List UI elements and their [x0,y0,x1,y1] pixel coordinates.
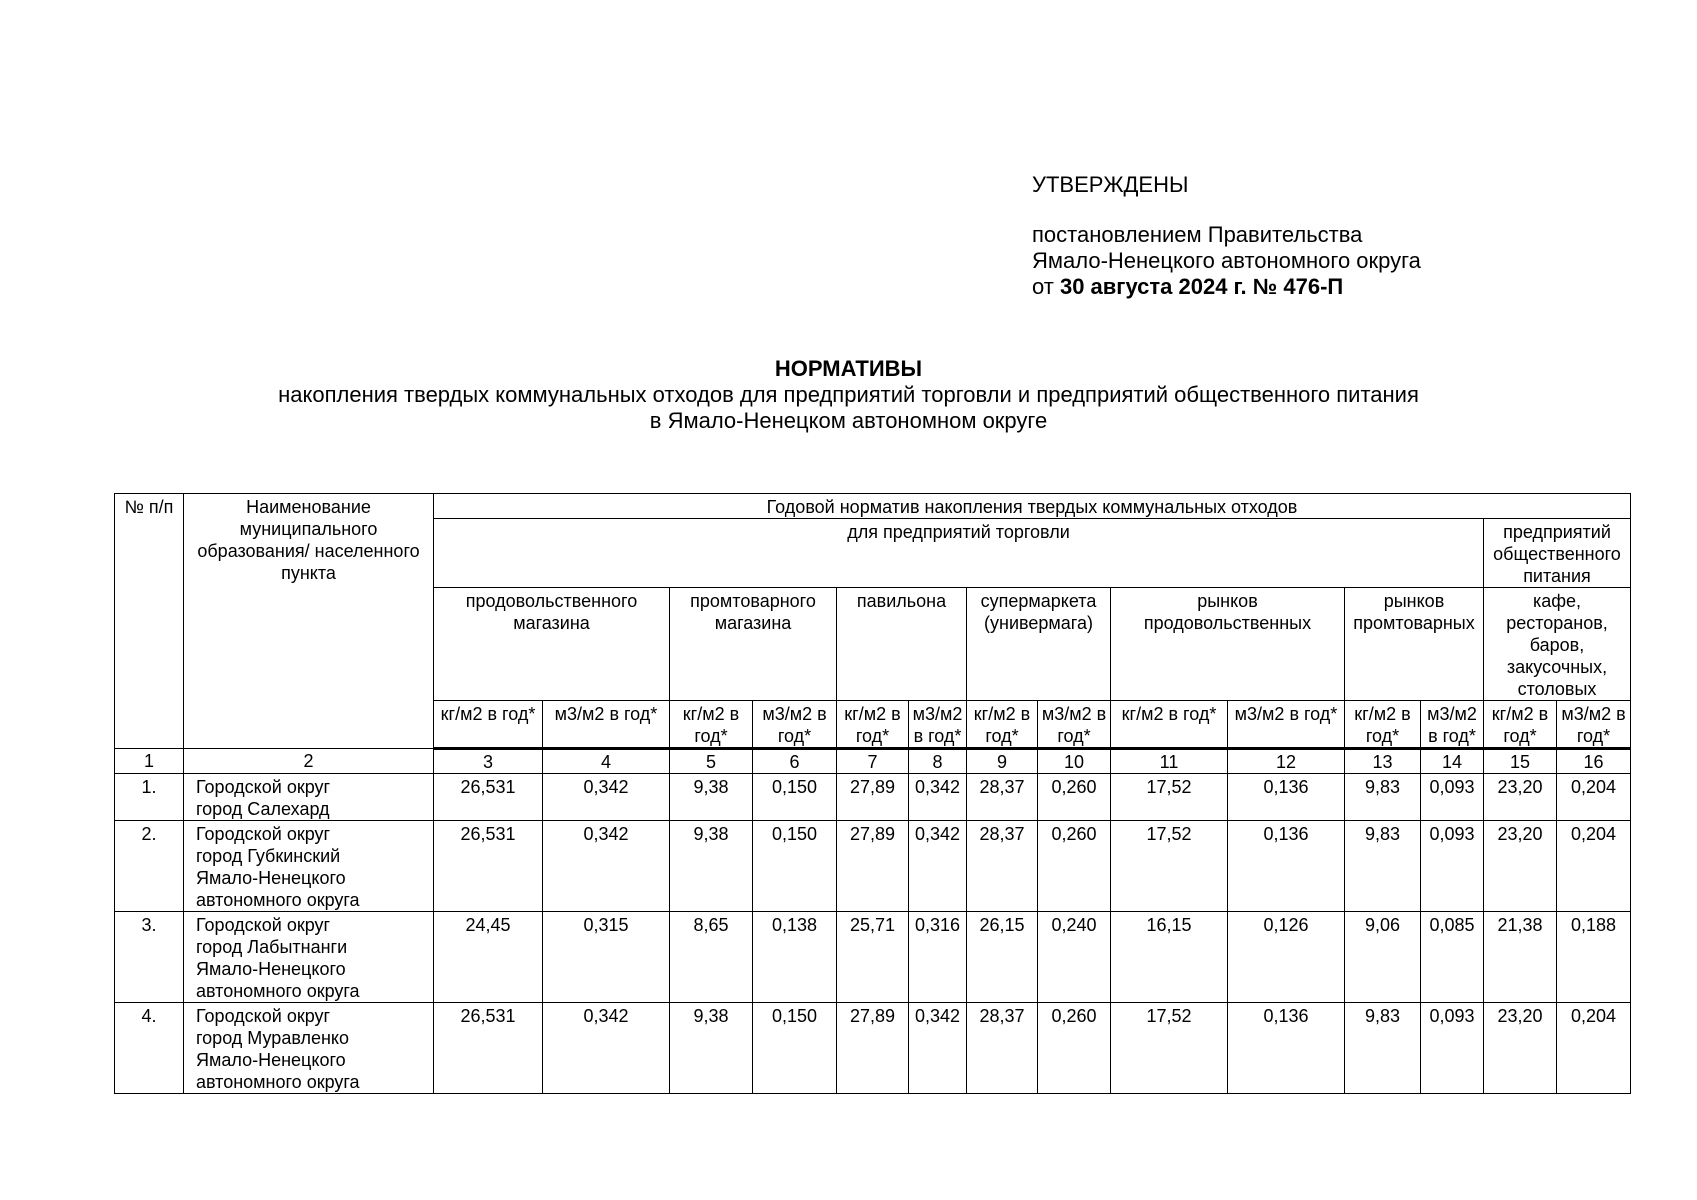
cell-value: 28,37 [967,821,1038,912]
column-index: 4 [543,749,670,774]
cell-value: 28,37 [967,1003,1038,1094]
header-annual-norm: Годовой норматив накопления твердых коммунальных отходов [434,494,1631,519]
cell-value: 0,093 [1421,821,1484,912]
cell-value: 27,89 [837,774,909,821]
cell-value: 0,188 [1557,912,1631,1003]
cell-value: 0,260 [1038,1003,1111,1094]
cell-value: 26,15 [967,912,1038,1003]
header-catering: предприятий общественного питания [1484,519,1631,588]
cell-value: 0,342 [543,774,670,821]
cell-value: 23,20 [1484,774,1557,821]
cell-value: 9,83 [1345,821,1421,912]
header-unit: м3/м2 в год* [543,701,670,749]
column-index: 15 [1484,749,1557,774]
cell-value: 0,150 [753,774,837,821]
header-group-nonfood: промтоварного магазина [670,588,837,701]
cell-value: 16,15 [1111,912,1228,1003]
cell-value: 0,138 [753,912,837,1003]
header-unit: м3/м2 в год* [909,701,967,749]
cell-value: 0,240 [1038,912,1111,1003]
row-name-line: Городской округ [196,915,331,935]
row-name [184,821,434,912]
header-group-grocery: продовольственного магазина [434,588,670,701]
table-header [115,494,1631,749]
row-name-line: город Муравленко [196,1028,350,1048]
page-subtitle-line-1: накопления твердых коммунальных отходов для предприятий торговли и предприятий общественного питания [278,382,1419,407]
cell-value: 0,136 [1228,1003,1345,1094]
table-row [115,774,1631,821]
column-index-row [115,749,1631,774]
cell-value: 26,531 [434,821,543,912]
cell-value: 9,83 [1345,774,1421,821]
column-index: 11 [1111,749,1228,774]
cell-value: 0,150 [753,821,837,912]
cell-value: 26,531 [434,774,543,821]
cell-value: 9,06 [1345,912,1421,1003]
cell-value: 0,150 [753,1003,837,1094]
header-unit: м3/м2 в год* [1421,701,1484,749]
row-name-line: город Губкинский [196,846,341,866]
cell-value: 28,37 [967,774,1038,821]
header-group-supermarket: супермаркета (универмага) [967,588,1111,701]
cell-value: 0,093 [1421,1003,1484,1094]
row-name [184,774,434,821]
row-name-line: Городской округ [196,824,331,844]
cell-value: 0,260 [1038,774,1111,821]
cell-value: 0,136 [1228,821,1345,912]
table-row [115,1003,1631,1094]
cell-value: 24,45 [434,912,543,1003]
header-unit: кг/м2 в год* [434,701,543,749]
cell-value: 8,65 [670,912,753,1003]
header-unit: кг/м2 в год* [1345,701,1421,749]
from-label: от [1032,274,1054,299]
header-unit: кг/м2 в год* [670,701,753,749]
column-index: 16 [1557,749,1631,774]
column-index: 13 [1345,749,1421,774]
row-name-line: автономного округа [196,981,360,1001]
page-title: НОРМАТИВЫ [774,356,923,381]
header-unit: кг/м2 в год* [1484,701,1557,749]
header-group-cafes: кафе, ресторанов, баров, закусочных, столовых [1484,588,1631,701]
cell-value: 0,085 [1421,912,1484,1003]
approval-block [1032,172,1421,300]
cell-value: 0,204 [1557,774,1631,821]
row-name-line: автономного округа [196,890,360,910]
header-unit: м3/м2 в год* [1557,701,1631,749]
row-number: 2. [115,821,184,912]
cell-value: 0,204 [1557,821,1631,912]
cell-value: 0,342 [543,1003,670,1094]
approval-line-1: постановлением Правительства [1032,222,1363,247]
cell-value: 0,342 [543,821,670,912]
header-unit: кг/м2 в год* [967,701,1038,749]
cell-value: 0,315 [543,912,670,1003]
cell-value: 0,342 [909,1003,967,1094]
column-index: 10 [1038,749,1111,774]
row-number: 3. [115,912,184,1003]
header-group-pavilion: павильона [837,588,967,701]
row-number: 4. [115,1003,184,1094]
column-index: 1 [115,749,184,774]
cell-value: 17,52 [1111,774,1228,821]
cell-value: 23,20 [1484,1003,1557,1094]
column-index: 3 [434,749,543,774]
column-index: 6 [753,749,837,774]
cell-value: 0,126 [1228,912,1345,1003]
row-name-line: город Салехард [196,799,330,819]
document-reference [1032,274,1421,300]
header-unit: кг/м2 в год* [1111,701,1228,749]
header-group-food-markets: рынков продовольственных [1111,588,1345,701]
row-name-line: Ямало-Ненецкого [196,868,346,888]
cell-value: 17,52 [1111,821,1228,912]
column-index: 5 [670,749,753,774]
row-name-line: Ямало-Ненецкого [196,1050,346,1070]
approval-line-2: Ямало-Ненецкого автономного округа [1032,248,1421,273]
column-index: 14 [1421,749,1484,774]
cell-value: 0,316 [909,912,967,1003]
column-index: 9 [967,749,1038,774]
row-name-line: Городской округ [196,1006,331,1026]
cell-value: 21,38 [1484,912,1557,1003]
header-unit: м3/м2 в год* [1228,701,1345,749]
header-trade: для предприятий торговли [434,519,1484,588]
header-unit: м3/м2 в год* [753,701,837,749]
row-name [184,1003,434,1094]
cell-value: 9,38 [670,821,753,912]
row-name-line: автономного округа [196,1072,360,1092]
table-row [115,821,1631,912]
cell-value: 27,89 [837,1003,909,1094]
document-number: 30 августа 2024 г. № 476-П [1059,274,1344,299]
header-unit: м3/м2 в год* [1038,701,1111,749]
cell-value: 0,136 [1228,774,1345,821]
row-number: 1. [115,774,184,821]
cell-value: 9,38 [670,1003,753,1094]
cell-value: 0,260 [1038,821,1111,912]
cell-value: 25,71 [837,912,909,1003]
row-name-line: Городской округ [196,777,331,797]
approved-label: УТВЕРЖДЕНЫ [1032,172,1189,197]
cell-value: 0,093 [1421,774,1484,821]
cell-value: 0,204 [1557,1003,1631,1094]
cell-value: 9,83 [1345,1003,1421,1094]
cell-value: 17,52 [1111,1003,1228,1094]
header-unit: кг/м2 в год* [837,701,909,749]
table-row [115,912,1631,1003]
column-index: 2 [184,749,434,774]
header-name: Наименование муниципального образования/ населенного пункта [184,494,434,749]
row-name [184,912,434,1003]
norms-table [114,493,1631,1094]
column-index: 7 [837,749,909,774]
row-name-line: Ямало-Ненецкого [196,959,346,979]
column-index: 12 [1228,749,1345,774]
table-body [115,749,1631,1094]
page-subtitle-line-2: в Ямало-Ненецком автономном округе [649,408,1048,433]
cell-value: 23,20 [1484,821,1557,912]
cell-value: 0,342 [909,821,967,912]
column-index: 8 [909,749,967,774]
cell-value: 27,89 [837,821,909,912]
title-block [0,356,1697,434]
cell-value: 26,531 [434,1003,543,1094]
header-number: № п/п [115,494,184,749]
row-name-line: город Лабытнанги [196,937,348,957]
header-group-goods-markets: рынков промтоварных [1345,588,1484,701]
cell-value: 9,38 [670,774,753,821]
cell-value: 0,342 [909,774,967,821]
